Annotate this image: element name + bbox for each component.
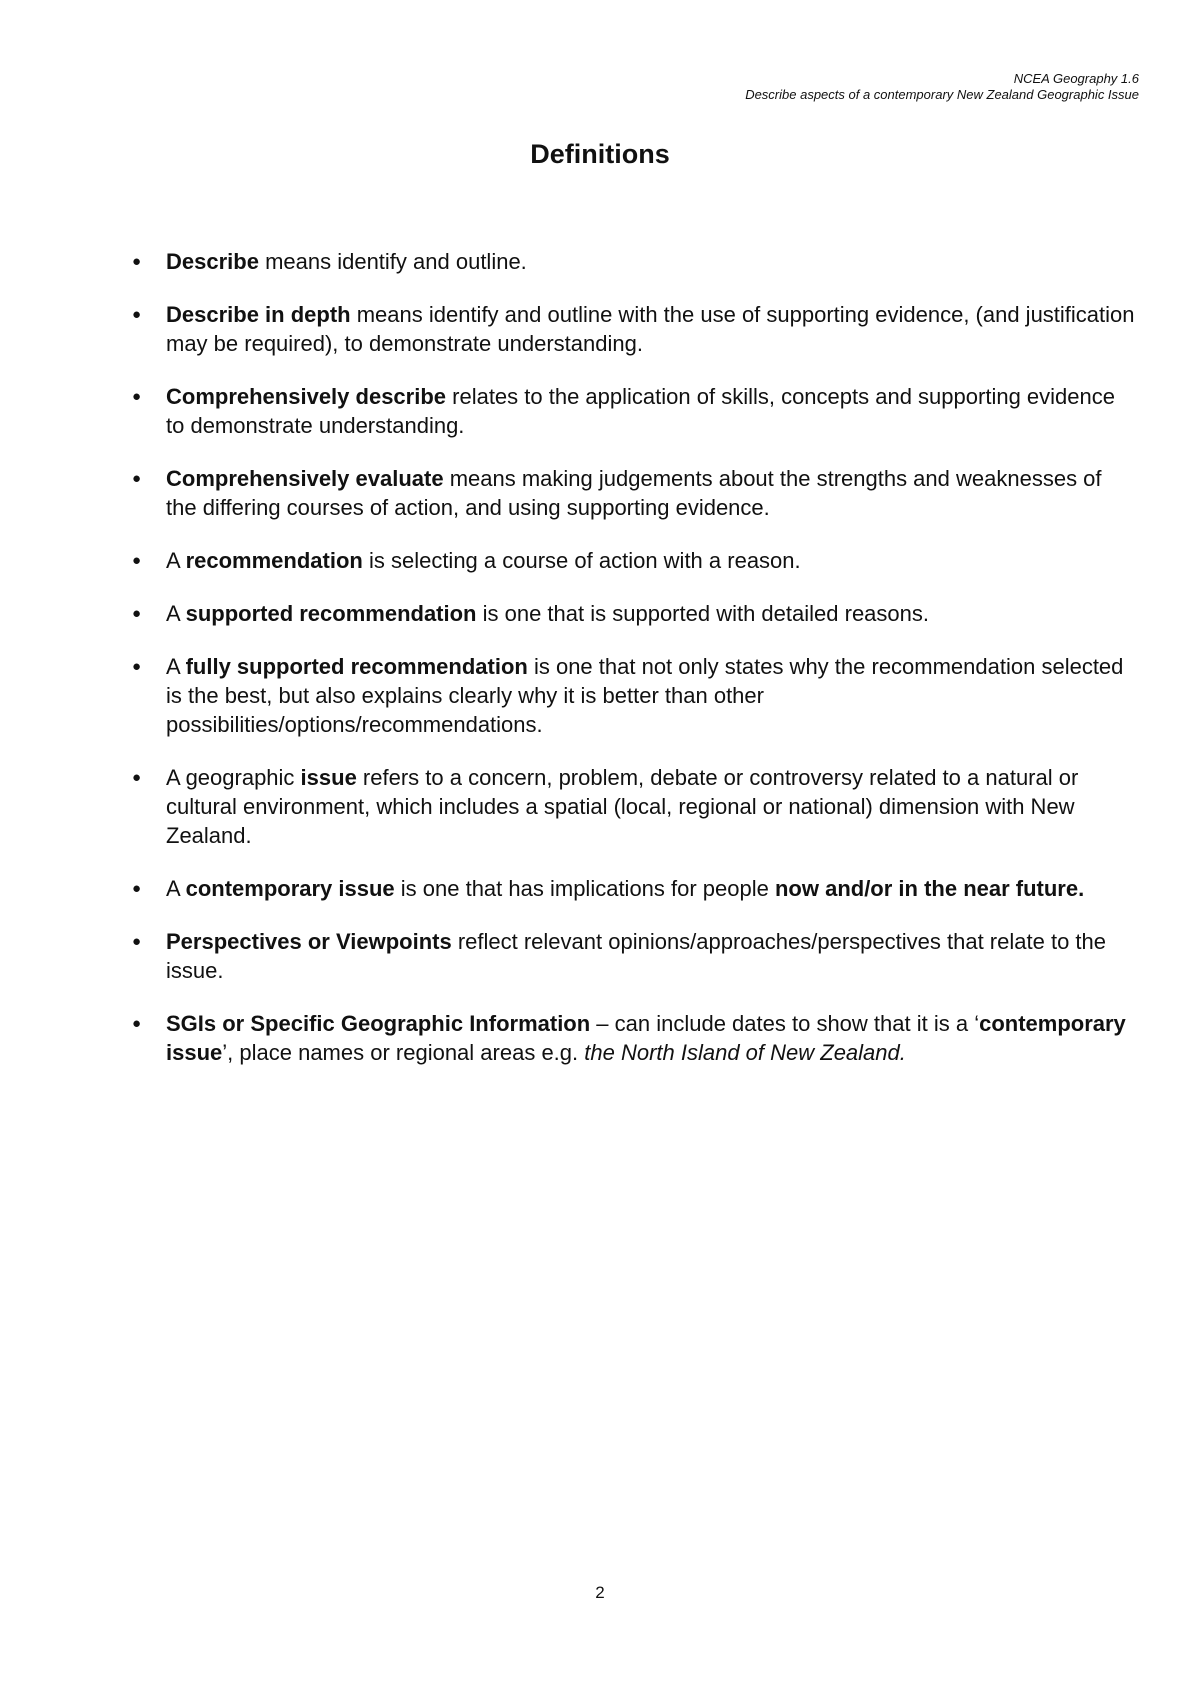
definition-term: recommendation bbox=[185, 548, 363, 573]
definition-item bbox=[132, 927, 1136, 985]
definition-term: now and/or in the near future. bbox=[774, 876, 1085, 901]
definition-item bbox=[132, 247, 1136, 276]
bullet-icon: ● bbox=[132, 1015, 142, 1032]
bullet-icon: ● bbox=[132, 605, 142, 622]
bullet-icon: ● bbox=[132, 658, 142, 675]
definition-term: Describe bbox=[166, 249, 259, 274]
definition-term: SGIs or Specific Geographic Information bbox=[166, 1011, 591, 1036]
definition-term: issue bbox=[300, 765, 357, 790]
bullet-icon: ● bbox=[132, 933, 142, 950]
definition-term: supported recommendation bbox=[185, 601, 477, 626]
definition-text: is one that is supported with detailed reasons. bbox=[476, 601, 929, 626]
definitions-list bbox=[0, 247, 1200, 1091]
definition-text: ’, place names or regional areas e.g. bbox=[222, 1040, 585, 1065]
bullet-icon: ● bbox=[132, 306, 142, 323]
definition-text: is one that not only states why the recommendation selected is the best, but also explains clearly why it is better than other possibilities/options/recommendations. bbox=[166, 654, 1124, 737]
definition-text: relates to the application of skills, concepts and supporting evidence to demonstrate understanding. bbox=[166, 384, 1115, 438]
definition-text: means identify and outline. bbox=[258, 249, 527, 274]
definition-text: refers to a concern, problem, debate or controversy related to a natural or cultural environment, which includes a spatial (local, regional or national) dimension with New Zealand. bbox=[166, 765, 1079, 848]
definition-example: the North Island of New Zealand. bbox=[584, 1040, 906, 1065]
definition-term: contemporary issue bbox=[185, 876, 395, 901]
definition-item bbox=[132, 300, 1136, 358]
bullet-icon: ● bbox=[132, 388, 142, 405]
definition-term: fully supported recommendation bbox=[185, 654, 528, 679]
definition-text: A bbox=[166, 654, 186, 679]
definition-item bbox=[132, 599, 1136, 628]
definition-item bbox=[132, 763, 1136, 850]
bullet-icon: ● bbox=[132, 253, 142, 270]
definition-text: A bbox=[166, 601, 186, 626]
definition-term: contemporary issue bbox=[166, 1011, 1126, 1065]
definition-term: Perspectives or Viewpoints bbox=[166, 929, 452, 954]
definition-item bbox=[132, 652, 1136, 739]
header-subtitle: Describe aspects of a contemporary New Zealand Geographic Issue bbox=[745, 87, 1139, 102]
running-header bbox=[745, 71, 1139, 103]
definition-text: means making judgements about the strengths and weaknesses of the differing courses of action, and using supporting evidence. bbox=[166, 466, 1102, 520]
definition-text: reflect relevant opinions/approaches/perspectives that relate to the issue. bbox=[166, 929, 1106, 983]
page-title: Definitions bbox=[530, 139, 670, 169]
definition-item bbox=[132, 874, 1136, 903]
bullet-icon: ● bbox=[132, 880, 142, 897]
definition-term: Describe in depth bbox=[166, 302, 351, 327]
definition-item bbox=[132, 464, 1136, 522]
definition-text: – can include dates to show that it is a ‘ bbox=[590, 1011, 980, 1036]
definition-text: means identify and outline with the use of supporting evidence, (and justification may be required), to demonstrate understanding. bbox=[166, 302, 1135, 356]
definition-text: is one that has implications for people bbox=[394, 876, 775, 901]
bullet-icon: ● bbox=[132, 470, 142, 487]
definition-item bbox=[132, 546, 1136, 575]
definition-term: Comprehensively describe bbox=[166, 384, 447, 409]
definition-text: A bbox=[166, 876, 186, 901]
bullet-icon: ● bbox=[132, 552, 142, 569]
page-number: 2 bbox=[595, 1583, 605, 1602]
definition-text: A geographic bbox=[166, 765, 301, 790]
definition-item bbox=[132, 1009, 1136, 1067]
header-course: NCEA Geography 1.6 bbox=[1013, 71, 1139, 86]
definition-text: A bbox=[166, 548, 186, 573]
bullet-icon: ● bbox=[132, 769, 142, 786]
definition-term: Comprehensively evaluate bbox=[166, 466, 444, 491]
definition-item bbox=[132, 382, 1136, 440]
definition-text: is selecting a course of action with a reason. bbox=[362, 548, 801, 573]
